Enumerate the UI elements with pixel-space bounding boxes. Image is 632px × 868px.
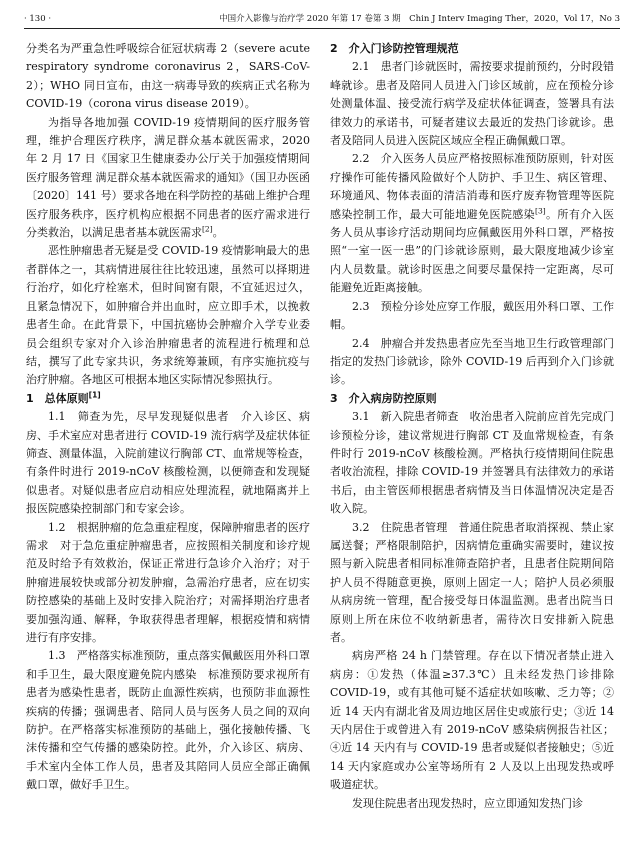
paragraph: 恶性肿瘤患者无疑是受 COVID-19 疫情影响最大的患者群体之一，其病情进展往往比较迅速，虽然可以择期进行治疗，如化疗栓塞术，但时间窗有限，不宜延迟过久，且紧急情况下，如肿瘤合并出血时，应立即手术，以挽救患者生命。在此背景下，中国抗癌协会肿瘤介入学专业委员会组织专家对介入诊治肿瘤患者的流程进行梳理和总结，撰写了此专家共识，务求统筹兼顾，有序实施抗疫与治疗肿瘤。各地区可根据本地区实际情况参照执行。	[26, 244, 310, 387]
running-header	[24, 10, 620, 29]
paragraph: 分类名为严重急性呼吸综合征冠状病毒 2（severe acute respiratory syndrome coronavirus 2，SARS-CoV-2）；WHO 同日宣布，由这一病毒导致的疾病正式名称为 COVID-19（corona virus disease 2019）。	[26, 42, 310, 111]
paragraph: 2.4 肿瘤合并发热患者应先至当地卫生行政管理部门指定的发热门诊就诊，除外 COVID-19 后再到介入门诊就诊。	[330, 336, 614, 387]
paragraph	[26, 114, 310, 243]
paragraph: 2.1 患者门诊就医时，需按要求提前预约，分时段错峰就诊。患者及陪同人员进入门诊区域前，应在预检分诊处测量体温、接受流行病学及症状体征调查，签署具有法律效力的承诺书，可疑者建议去最近的发热门诊就诊。患者及陪同人员进入医院区域应全程正确佩戴口罩。	[330, 60, 614, 148]
heading-text: 1 总体原则	[26, 391, 89, 405]
section-heading: 3 介入病房防控原则	[330, 391, 437, 405]
paragraph: 3.2 住院患者管理 普通住院患者取消探视、禁止家属送餐；严格限制陪护，因病情危重确实需要时，建议按照与新入院患者相同标准筛查陪护者，且患者住院期间陪护人员不得随意更换，原则上固定一人；陪护人员必须服从病房统一管理，配合接受每日体温监测。患者出院当日原则上所在床位不收纳新患者，需待次日安排新入院患者。	[330, 520, 614, 644]
paragraph: 1.1 筛查为先，尽早发现疑似患者 介入诊区、病房、手术室应对患者进行 COVID-19 流行病学及症状体征筛查、测量体温，入院前建议行胸部 CT、血常规等检查，有条件时进行 2019-nCoV 核酸检测，以便筛查和发现疑似患者。对疑似患者应启动相应处理流程，就地隔离并上报医院感染控制部门和专家会诊。	[26, 410, 310, 516]
paragraph: 病房严格 24 h 门禁管理。存在以下情况者禁止进入病房：①发热（体温≥37.3℃）且未经发热门诊排除 COVID-19，或有其他可疑不适症状如咳嗽、乏力等；②近 14 天内有湖北省及周边地区居住史或旅行史；③近 14 天内居住于或曾进入有 2019-nCoV 感染病例报告社区；④近 14 天内有与 COVID-19 患者或疑似者接触史；⑤近 14 天内家庭或办公室等场所有 2 人及以上出现发热或呼吸道症状。	[330, 649, 614, 792]
section-heading: 2 介入门诊防控管理规范	[330, 42, 459, 55]
paragraph	[330, 150, 614, 297]
citation: [2]	[202, 224, 213, 234]
paragraph: 2.3 预检分诊处应穿工作服，戴医用外科口罩、工作帽。	[330, 299, 614, 332]
page-number: · 130 ·	[24, 14, 52, 24]
section-heading	[26, 390, 310, 408]
right-column	[330, 40, 614, 813]
paragraph: 3.1 新入院患者筛查 收治患者入院前应首先完成门诊预检分诊，建议常规进行胸部 CT 及血常规检查，有条件时行 2019-nCoV 核酸检测。严格执行疫情期间住院患者收治流程，排除 COVID-19 并签署具有法律效力的承诺书后，由主管医师根据患者病情及当日体温情况决定是否收入院。	[330, 410, 614, 516]
paragraph: 1.3 严格落实标准预防，重点落实佩戴医用外科口罩和手卫生，最大限度避免院内感染 标准预防要求视所有患者为感染性患者，既防止血源性疾病，也预防非血源性疾病的传播；强调患者、陪同人员与医务人员之间的双向防护。在严格落实标准预防的基础上，强化接触传播、飞沫传播和空气传播的感染防控。此外，介入诊区、病房、手术室内全体工作人员，患者及其陪同人员应全部正确佩戴口罩，做好手卫生。	[26, 649, 310, 792]
citation: [1]	[88, 390, 101, 400]
paragraph-text: 。所有介入医务人员从事诊疗活动期间均应佩戴医用外科口罩，严格按照“一室一医一患”的门诊就诊原则，最大限度地减少诊室内人员数量。就诊时医患之间要尽量保持一定距离，尽可能避免近距离接触。	[330, 207, 614, 295]
journal-title: 中国介入影像与治疗学 2020 年第 17 卷第 3 期 Chin J Interv Imaging Ther，2020，Vol 17，No 3	[219, 14, 620, 24]
paragraph-text: 。	[212, 226, 224, 240]
paragraph: 1.2 根据肿瘤的危急重症程度，保障肿瘤患者的医疗需求 对于急危重症肿瘤患者，应按照相关制度和诊疗规范及时给予有效救治，保证正常进行急诊介入治疗；对于肿瘤进展较快或部分初发肿瘤，急需治疗患者，应在切实防控感染的基础上及时安排入院治疗；对需择期治疗患者要加强沟通、解释，争取获得患者理解，根据疫情和病情进行有序安排。	[26, 520, 310, 644]
left-column	[26, 40, 310, 795]
paragraph: 发现住院患者出现发热时，应立即通知发热门诊	[352, 796, 583, 810]
citation: [3]	[535, 206, 546, 215]
paragraph-text: 2.2 介入医务人员应严格按照标准预防原则，针对医疗操作可能传播风险做好个人防护、手卫生、病区管理、环境通风、物体表面的清洁消毒和医疗废弃物管理等医院感染控制工作，最大可能地避免医院感染	[330, 152, 614, 221]
paragraph-text: 为指导各地加强 COVID-19 疫情期间的医疗服务管理，维护合理医疗秩序，满足群众基本就医需求，2020 年 2 月 17 日《国家卫生健康委办公厅关于加强疫情期间医疗服务管理 满足群众基本就医需求的通知》（国卫办医函〔2020〕141 号）要求各地在科学防控的基础上维护合理医疗服务秩序，医疗机构应根据不同患者的医疗需求进行分类救治，以满足患者基本就医需求	[26, 115, 310, 240]
